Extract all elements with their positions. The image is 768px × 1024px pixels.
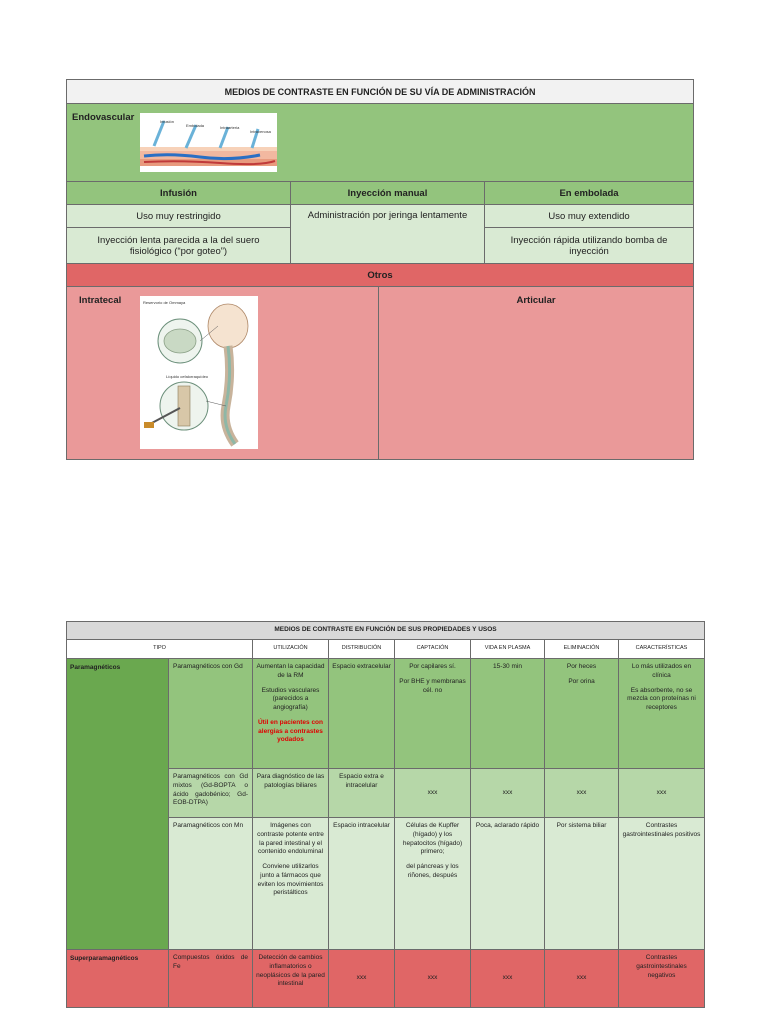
table-row <box>67 659 705 769</box>
illus-label-intraarteria: Intraarteria <box>220 125 240 130</box>
illus-label-embolada: Embolada <box>186 123 205 128</box>
endovascular-label: Endovascular <box>72 112 135 123</box>
caracteristicas-gd: Lo más utilizados en clínica Es absorbente, no se mezcla con proteínas ni receptores <box>619 659 705 769</box>
header-eliminacion: ELIMINACIÓN <box>545 640 619 659</box>
subtype-gd: Paramagnéticos con Gd <box>169 659 253 769</box>
distribucion-mn: Espacio intracelular <box>329 818 395 950</box>
distribucion-gd: Espacio extracelular <box>329 659 395 769</box>
header-utilizacion: UTILIZACIÓN <box>253 640 329 659</box>
illus-label-ommaya: Reservorio de Ommaya <box>143 300 186 305</box>
endovascular-section <box>67 104 694 182</box>
subtype-mn: Paramagnéticos con Mn <box>169 818 253 950</box>
articular-section: Articular <box>379 287 694 460</box>
properties-uses-table <box>66 621 705 1008</box>
intratecal-illustration <box>140 296 258 449</box>
header-captacion: CAPTACIÓN <box>395 640 471 659</box>
manual-description: Administración por jeringa lentamente <box>291 205 485 264</box>
intratecal-label: Intratecal <box>79 295 122 306</box>
utilizacion-mn: Imágenes con contraste potente entre la pared intestinal y el contenido endoluminal Conviene utilizarlos junto a fármacos que eviten los movimientos peristálticos <box>253 818 329 950</box>
subtype-fe: Compuestos óxidos de Fe <box>169 950 253 1008</box>
distribucion-fe: xxx <box>329 950 395 1008</box>
header-caracteristicas: CARACTERÍSTICAS <box>619 640 705 659</box>
utilizacion-gd-mixtos: Para diagnóstico de las patologías biliares <box>253 769 329 818</box>
table2-title: MEDIOS DE CONTRASTE EN FUNCIÓN DE SUS PROPIEDADES Y USOS <box>67 622 705 640</box>
utilizacion-fe: Detección de cambios inflamatorios o neoplásicos de la pared intestinal <box>253 950 329 1008</box>
captacion-fe: xxx <box>395 950 471 1008</box>
embolada-usage: Uso muy extendido <box>485 205 694 228</box>
caracteristicas-gd-mixtos: xxx <box>619 769 705 818</box>
header-tipo: TIPO <box>67 640 253 659</box>
header-vida: VIDA EN PLASMA <box>471 640 545 659</box>
otros-header: Otros <box>67 264 694 287</box>
administration-route-table <box>66 79 694 460</box>
eliminacion-gd: Por heces Por orina <box>545 659 619 769</box>
col-header-manual: Inyección manual <box>291 182 485 205</box>
col-header-embolada: En embolada <box>485 182 694 205</box>
captacion-mn: Células de Kupffer (hígado) y los hepatocitos (hígado) primero; del páncreas y los riñones, después <box>395 818 471 950</box>
header-distribucion: DISTRIBUCIÓN <box>329 640 395 659</box>
eliminacion-mn: Por sistema biliar <box>545 818 619 950</box>
vida-gd-mixtos: xxx <box>471 769 545 818</box>
intratecal-section <box>67 287 379 460</box>
eliminacion-gd-mixtos: xxx <box>545 769 619 818</box>
caracteristicas-fe: Contrastes gastrointestinales negativos <box>619 950 705 1008</box>
type-paramagneticos: Paramagnéticos <box>67 659 169 950</box>
type-superparamagneticos: Superparamagnéticos <box>67 950 169 1008</box>
table-row <box>67 950 705 1008</box>
utilizacion-gd-highlight: Útil en pacientes con alergias a contrastes yodados <box>257 718 324 744</box>
captacion-gd: Por capilares sí. Por BHE y membranas cél. no <box>395 659 471 769</box>
endovascular-illustration <box>140 113 277 172</box>
col-header-infusion: Infusión <box>67 182 291 205</box>
infusion-description: Inyección lenta parecida a la del suero fisiológico (“por goteo”) <box>67 228 291 264</box>
infusion-usage: Uso muy restringido <box>67 205 291 228</box>
illus-label-infusion: Infusión <box>160 119 175 124</box>
illus-label-lcr: Líquido cefalorraquídeo <box>166 374 209 379</box>
illus-label-intravenosa: Intravenosa <box>250 129 271 134</box>
vida-mn: Poca, aclarado rápido <box>471 818 545 950</box>
caracteristicas-mn: Contrastes gastrointestinales positivos <box>619 818 705 950</box>
subtype-gd-mixtos: Paramagnéticos con Gd mixtos (Gd-BOPTA o ácido gadobénico; Gd-EOB-DTPA) <box>169 769 253 818</box>
vida-gd: 15-30 min <box>471 659 545 769</box>
captacion-gd-mixtos: xxx <box>395 769 471 818</box>
distribucion-gd-mixtos: Espacio extra e intracelular <box>329 769 395 818</box>
vida-fe: xxx <box>471 950 545 1008</box>
utilizacion-gd: Aumentan la capacidad de la RM Estudios vasculares (parecidos a angiografía) Útil en pacientes con alergias a contrastes yodados <box>253 659 329 769</box>
table1-title: MEDIOS DE CONTRASTE EN FUNCIÓN DE SU VÍA DE ADMINISTRACIÓN <box>67 80 694 104</box>
eliminacion-fe: xxx <box>545 950 619 1008</box>
embolada-description: Inyección rápida utilizando bomba de inyección <box>485 228 694 264</box>
